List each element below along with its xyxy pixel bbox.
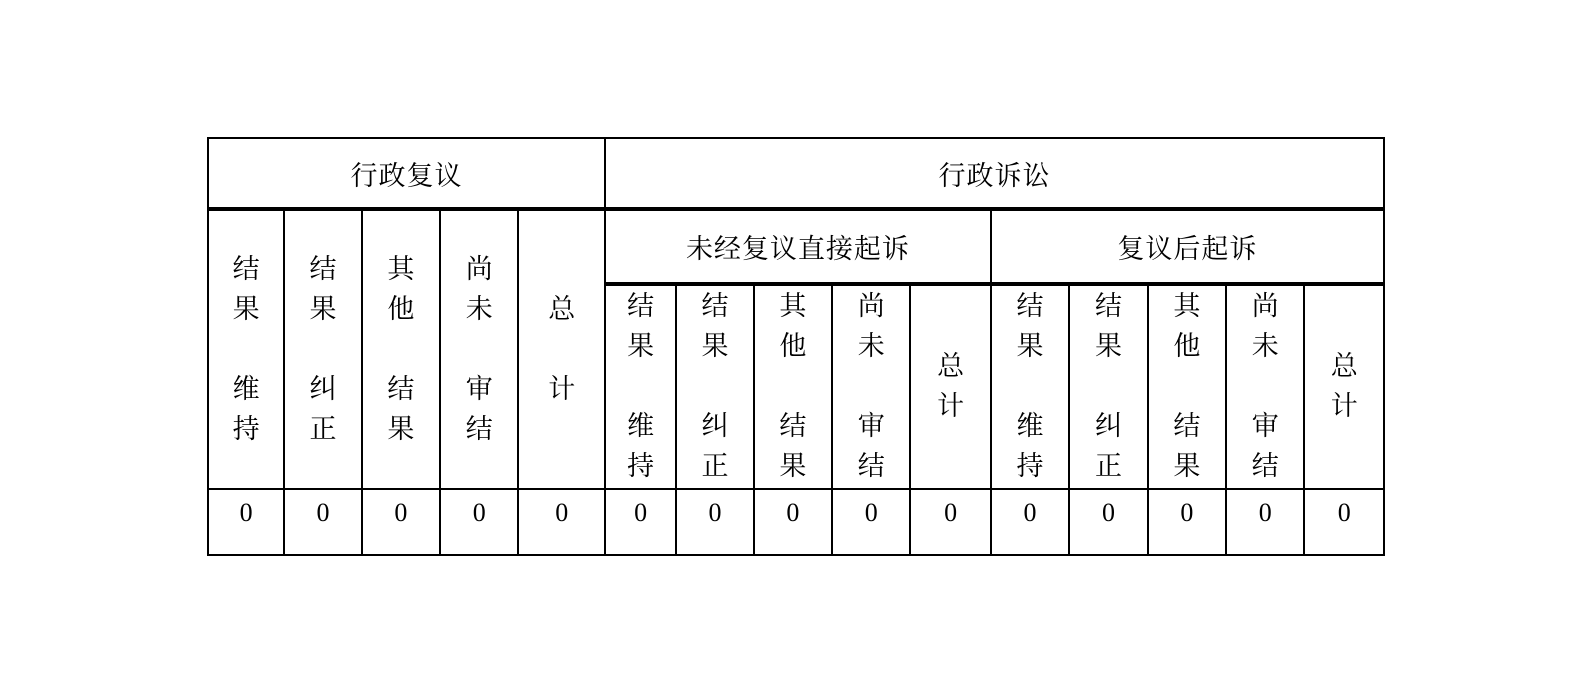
col-header-review-pending: 尚 未 审 结 <box>440 209 518 489</box>
header-row-1 <box>208 138 1384 209</box>
value-direct-pending: 0 <box>832 489 910 555</box>
col-header-after-maintained: 结 果 维 持 <box>991 284 1069 489</box>
value-after-pending: 0 <box>1226 489 1304 555</box>
value-review-other: 0 <box>362 489 440 555</box>
value-direct-corrected: 0 <box>676 489 753 555</box>
value-after-maintained: 0 <box>991 489 1069 555</box>
value-direct-other: 0 <box>754 489 832 555</box>
col-header-after-pending: 尚 未 审 结 <box>1226 284 1304 489</box>
header-admin-review: 行政复议 <box>208 138 605 209</box>
col-header-direct-pending: 尚 未 审 结 <box>832 284 910 489</box>
value-row <box>208 489 1384 555</box>
value-after-total: 0 <box>1304 489 1384 555</box>
col-header-direct-corrected: 结 果 纠 正 <box>676 284 753 489</box>
col-header-review-maintained: 结 果 维 持 <box>208 209 284 489</box>
value-after-corrected: 0 <box>1069 489 1147 555</box>
value-direct-maintained: 0 <box>605 489 676 555</box>
col-header-after-total: 总 计 <box>1304 284 1384 489</box>
value-review-total: 0 <box>518 489 605 555</box>
col-header-direct-total: 总 计 <box>910 284 990 489</box>
value-direct-total: 0 <box>910 489 990 555</box>
value-review-maintained: 0 <box>208 489 284 555</box>
statistics-table <box>207 137 1385 556</box>
value-review-pending: 0 <box>440 489 518 555</box>
value-review-corrected: 0 <box>284 489 361 555</box>
header-direct-litigation: 未经复议直接起诉 <box>605 209 991 284</box>
header-after-review-litigation: 复议后起诉 <box>991 209 1384 284</box>
col-header-direct-maintained: 结 果 维 持 <box>605 284 676 489</box>
col-header-review-total: 总 计 <box>518 209 605 489</box>
col-header-review-other: 其 他 结 果 <box>362 209 440 489</box>
col-header-review-corrected: 结 果 纠 正 <box>284 209 361 489</box>
value-after-other: 0 <box>1148 489 1226 555</box>
col-header-direct-other: 其 他 结 果 <box>754 284 832 489</box>
header-row-2 <box>208 209 1384 284</box>
col-header-after-other: 其 他 结 果 <box>1148 284 1226 489</box>
header-admin-litigation: 行政诉讼 <box>605 138 1384 209</box>
col-header-after-corrected: 结 果 纠 正 <box>1069 284 1147 489</box>
